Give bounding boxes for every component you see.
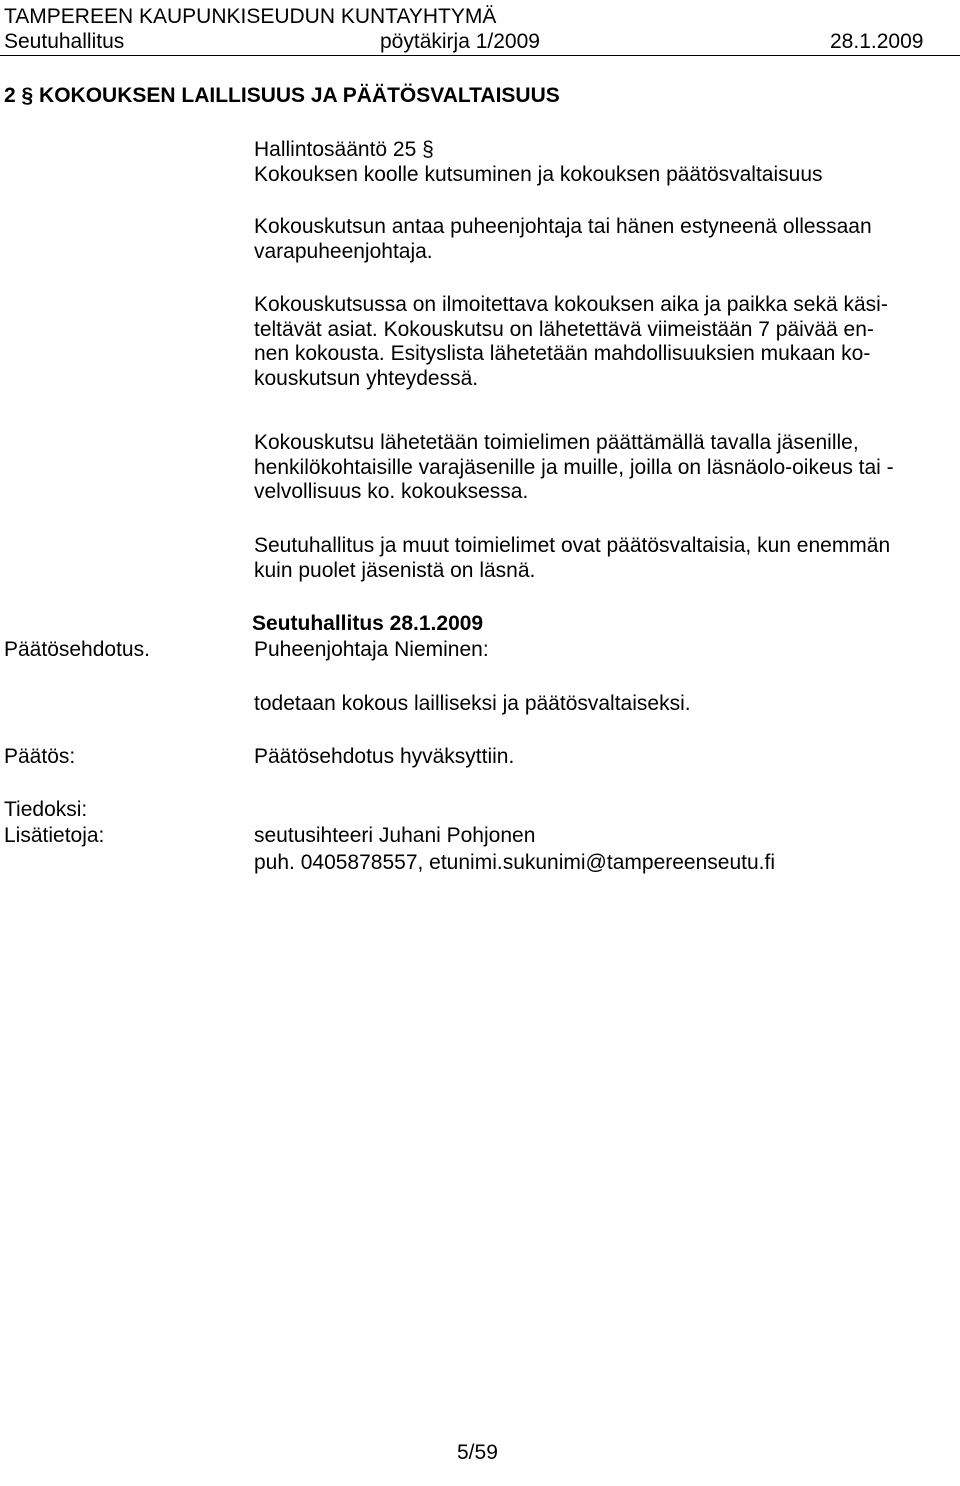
proposal-label: Päätösehdotus. xyxy=(4,638,150,661)
contact-name: seutusihteeri Juhani Pohjonen xyxy=(254,824,536,847)
paragraph-line: Kokouskutsussa on ilmoitettava kokouksen aika ja paikka sekä käsi- xyxy=(254,293,888,316)
proposal-text: todetaan kokous lailliseksi ja päätösvaltaiseksi. xyxy=(254,692,691,715)
paragraph-line: Kokouskutsu lähetetään toimielimen päättämällä tavalla jäsenille, xyxy=(254,431,859,454)
header-org: TAMPEREEN KAUPUNKISEUDUN KUNTAYHTYMÄ xyxy=(4,5,497,28)
rule-ref: Hallintosääntö 25 § xyxy=(254,138,434,161)
contact-details: puh. 0405878557, etunimi.sukunimi@tampereenseutu.fi xyxy=(254,851,775,874)
header-body: Seutuhallitus xyxy=(4,30,125,53)
paragraph-line: velvollisuus ko. kokouksessa. xyxy=(254,480,529,503)
page-number: 5/59 xyxy=(457,1441,498,1464)
paragraph-line: teltävät asiat. Kokouskutsu on lähetettävä viimeistään 7 päivää en- xyxy=(254,317,874,341)
paragraph-line: henkilökohtaisille varajäsenille ja muille, joilla on läsnäolo-oikeus tai - xyxy=(254,455,894,479)
info-label: Tiedoksi: xyxy=(4,798,88,821)
proposer: Puheenjohtaja Nieminen: xyxy=(254,638,489,661)
paragraph-line: nen kokousta. Esityslista lähetetään mahdollisuuksien mukaan ko- xyxy=(254,342,871,365)
rule-heading: Kokouksen koolle kutsuminen ja kokouksen päätösvaltaisuus xyxy=(254,163,823,186)
paragraph-line: Kokouskutsun antaa puheenjohtaja tai hänen estyneenä ollessaan xyxy=(254,215,872,238)
meeting-heading: Seutuhallitus 28.1.2009 xyxy=(252,612,484,635)
paragraph-line: kouskutsun yhteydessä. xyxy=(254,366,479,390)
paragraph-1 xyxy=(254,215,954,264)
header-date: 28.1.2009 xyxy=(830,30,924,53)
paragraph-line: kuin puolet jäsenistä on läsnä. xyxy=(254,558,536,582)
paragraph-line: Seutuhallitus ja muut toimielimet ovat päätösvaltaisia, kun enemmän xyxy=(254,534,891,557)
header-doc: pöytäkirja 1/2009 xyxy=(380,30,540,53)
header-divider xyxy=(0,55,960,56)
decision-text: Päätösehdotus hyväksyttiin. xyxy=(254,745,515,768)
paragraph-4 xyxy=(254,534,954,583)
paragraph-2 xyxy=(254,293,954,391)
paragraph-3 xyxy=(254,431,954,505)
decision-label: Päätös: xyxy=(4,745,76,768)
contact-label: Lisätietoja: xyxy=(4,824,105,847)
section-title: 2 § KOKOUKSEN LAILLISUUS JA PÄÄTÖSVALTAISUUS xyxy=(4,84,560,107)
paragraph-line: varapuheenjohtaja. xyxy=(254,239,433,263)
